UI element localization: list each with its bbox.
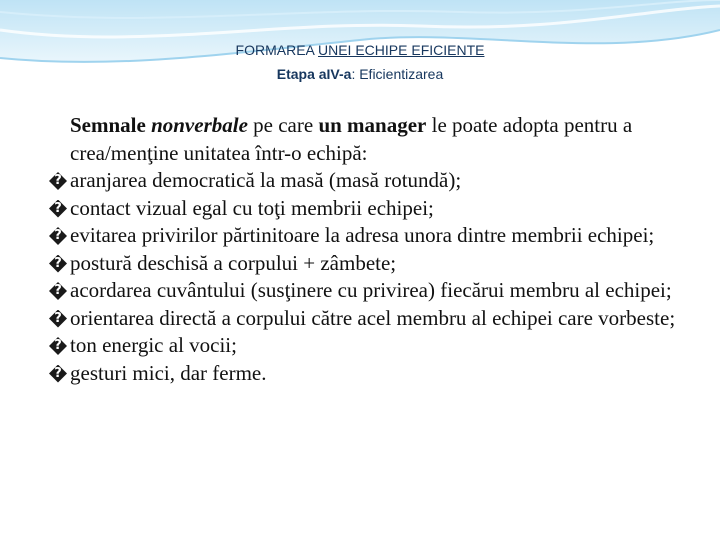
bullet-icon — [48, 170, 70, 192]
bullet-icon — [48, 363, 70, 385]
list-item-text: evitarea privirilor părtinitoare la adresa unora dintre membrii echipei; — [70, 223, 655, 247]
list-item — [48, 222, 688, 250]
slide-title — [0, 42, 720, 82]
title-main-underlined: UNEI ECHIPE EFICIENTE — [318, 42, 485, 58]
bullet-icon — [48, 253, 70, 275]
list-item-text: ton energic al vocii; — [70, 333, 237, 357]
bullet-icon — [48, 335, 70, 357]
list-item — [48, 167, 688, 195]
title-main — [0, 42, 720, 58]
subtitle-stage-name: : Eficientizarea — [351, 66, 444, 82]
bullet-icon — [48, 225, 70, 247]
intro-paragraph — [48, 112, 688, 167]
content-body — [48, 112, 688, 387]
list-item-text: orientarea directă a corpului către acel membru al echipei care vorbeste; — [70, 305, 676, 330]
intro-italic: nonverbale — [151, 113, 248, 137]
list-item — [48, 277, 688, 305]
intro-text-2: le poate adopta pentru a crea/menţine unitatea într-o echipă: — [70, 113, 633, 165]
list-item — [48, 332, 688, 360]
list-item-text: gesturi mici, dar ferme. — [70, 360, 267, 385]
list-item-text: aranjarea democratică la masă (masă rotundă); — [70, 168, 462, 192]
title-main-part: FORMAREA — [235, 42, 318, 58]
bullet-icon — [48, 280, 70, 302]
subtitle-stage: Etapa aIV-a — [276, 66, 352, 82]
intro-text-1: pe care — [247, 113, 319, 137]
bullet-icon — [48, 198, 70, 220]
intro-bold-1: Semnale — [70, 113, 146, 137]
bullet-icon — [48, 308, 70, 330]
title-subtitle — [0, 66, 720, 82]
list-item-text: postură deschisă a corpului + zâmbete; — [70, 250, 397, 275]
list-item — [48, 360, 688, 388]
list-item-text: contact vizual egal cu toţi membrii echipei; — [70, 195, 434, 220]
list-item — [48, 305, 688, 333]
list-item-text: acordarea cuvântului (susţinere cu privirea) fiecărui membru al echipei; — [70, 278, 672, 302]
list-item — [48, 250, 688, 278]
intro-bold-2: un manager — [318, 113, 427, 137]
list-item — [48, 195, 688, 223]
